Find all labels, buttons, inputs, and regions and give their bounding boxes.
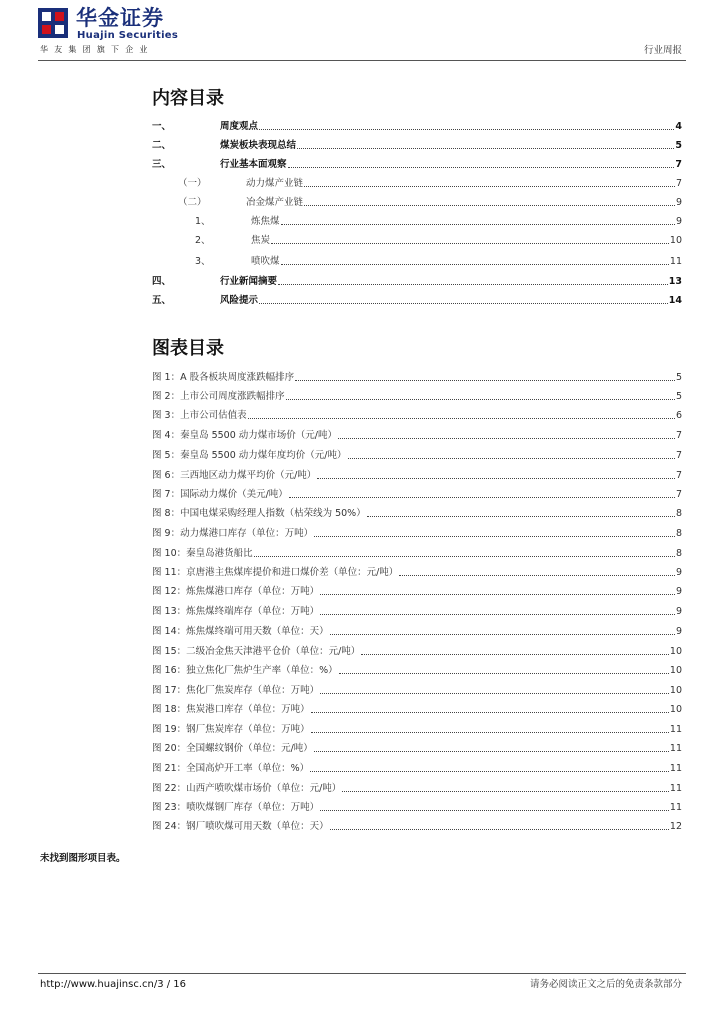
figure-label: 图 13： [152,606,187,617]
figure-page: 10 [669,704,682,715]
figure-entry[interactable] [152,410,682,422]
figure-entry[interactable] [152,802,682,814]
figure-page: 11 [669,743,682,754]
figure-page: 8 [675,528,682,539]
figure-entry[interactable] [152,606,682,618]
figure-entry[interactable] [152,450,682,462]
figure-page: 7 [675,430,682,441]
figure-page: 9 [675,626,682,637]
figure-page: 10 [669,685,682,696]
figure-page: 7 [675,470,682,481]
figure-label: 图 5： [152,450,181,461]
toc-number: 2、 [195,235,211,246]
figure-label: 图 6： [152,470,181,481]
no-figure-notice: 未找到图形项目表。 [40,853,126,864]
toc-number: 二、 [152,140,172,151]
figure-text: 炼焦煤终端可用天数（单位：天） [186,626,329,637]
toc-page: 14 [668,295,682,306]
figure-entry[interactable] [152,665,682,677]
toc-leader [278,284,668,285]
toc-number: 一、 [152,121,172,132]
figure-page: 11 [669,724,682,735]
figure-label: 图 19： [152,724,187,735]
figure-page: 11 [669,802,682,813]
figure-label: 图 1： [152,372,181,383]
toc-leader [281,264,669,265]
figure-page: 8 [675,548,682,559]
toc-leader [286,399,675,400]
toc-text: 喷吹煤 [251,256,280,267]
toc-leader [399,575,675,576]
toc-page: 13 [668,276,682,287]
toc-leader [288,167,675,168]
company-slogan: 华友集团旗下企业 [40,45,154,54]
figure-label: 图 15： [152,646,187,657]
toc-text: 行业基本面观察 [220,159,287,170]
figure-entry[interactable] [152,586,682,598]
toc-leader [317,478,675,479]
figure-entry[interactable] [152,528,682,540]
figures-title: 图表目录 [152,338,224,359]
toc-entry[interactable] [152,121,682,133]
figure-entry[interactable] [152,763,682,775]
figure-text: 炼焦煤终端库存（单位：万吨） [186,606,320,617]
toc-leader [304,205,675,206]
figure-text: A 股各板块周度涨跌幅排序 [180,372,295,383]
toc-entry[interactable] [195,216,682,228]
toc-leader [361,654,669,655]
figure-text: 三西地区动力煤平均价（元/吨） [180,470,317,481]
footer-url-page[interactable]: http://www.huajinsc.cn/3 / 16 [40,979,187,990]
figure-page: 11 [669,783,682,794]
toc-leader [338,438,675,439]
figure-label: 图 9： [152,528,181,539]
toc-leader [320,594,675,595]
toc-text: 冶金煤产业链 [246,197,304,208]
figure-entry[interactable] [152,646,682,658]
figure-text: 炼焦煤港口库存（单位：万吨） [186,586,320,597]
toc-leader [248,418,675,419]
footer-divider [38,973,686,974]
toc-page: 5 [675,140,682,151]
figure-page: 6 [675,410,682,421]
toc-number: 五、 [152,295,172,306]
figure-text: 全国高炉开工率（单位：%） [186,763,310,774]
huajin-logo-icon [38,8,68,38]
figure-text: 秦皇岛 5500 动力煤年度均价（元/吨） [180,450,347,461]
figure-label: 图 12： [152,586,187,597]
toc-leader [271,243,669,244]
toc-page: 4 [675,121,682,132]
figure-text: 钢厂喷吹煤可用天数（单位：天） [186,821,329,832]
figure-text: 中国电煤采购经理人指数（枯荣线为 50%） [180,508,366,519]
figure-entry[interactable] [152,567,682,579]
figure-text: 秦皇岛港货船比 [186,548,253,559]
figure-page: 7 [675,489,682,500]
footer-disclaimer: 请务必阅读正文之后的免责条款部分 [529,979,682,990]
toc-leader [304,186,675,187]
toc-entry[interactable] [178,197,682,209]
toc-leader [311,712,669,713]
toc-leader [259,303,668,304]
toc-leader [254,556,675,557]
toc-entry[interactable] [152,140,682,152]
toc-text: 风险提示 [220,295,259,306]
figure-page: 9 [675,606,682,617]
figure-text: 国际动力煤价（美元/吨） [180,489,288,500]
figure-entry[interactable] [152,372,682,384]
figure-page: 5 [675,391,682,402]
figure-text: 秦皇岛 5500 动力煤市场价（元/吨） [180,430,337,441]
toc-page: 10 [669,235,682,246]
figure-page: 10 [669,665,682,676]
toc-number: 三、 [152,159,172,170]
figure-label: 图 2： [152,391,181,402]
figure-entry[interactable] [152,783,682,795]
toc-page: 7 [675,178,682,189]
figure-entry[interactable] [152,626,682,638]
figure-text: 焦炭港口库存（单位：万吨） [186,704,310,715]
figure-label: 图 10： [152,548,187,559]
figure-entry[interactable] [152,743,682,755]
figure-label: 图 7： [152,489,181,500]
figure-page: 12 [669,821,682,832]
toc-leader [320,810,669,811]
toc-leader [339,673,669,674]
company-name-en: Huajin Securities [77,30,179,41]
toc-entry[interactable] [195,235,682,247]
toc-leader [320,614,675,615]
figure-entry[interactable] [152,470,682,482]
figure-entry[interactable] [152,548,682,560]
toc-page: 11 [669,256,682,267]
toc-text: 煤炭板块表现总结 [220,140,297,151]
toc-number: （二） [178,197,207,208]
header-divider [38,60,686,61]
document-type: 行业周报 [643,45,682,56]
toc-entry[interactable] [152,295,682,307]
figure-page: 9 [675,567,682,578]
toc-leader [320,693,669,694]
figure-text: 独立焦化厂焦炉生产率（单位：%） [186,665,338,676]
figure-label: 图 22： [152,783,187,794]
toc-text: 焦炭 [251,235,271,246]
toc-leader [314,536,675,537]
toc-leader [330,634,675,635]
figure-entry[interactable] [152,508,682,520]
toc-text: 周度观点 [220,121,259,132]
figure-label: 图 4： [152,430,181,441]
figure-label: 图 18： [152,704,187,715]
figure-label: 图 23： [152,802,187,813]
figure-text: 钢厂焦炭库存（单位：万吨） [186,724,310,735]
figure-entry[interactable] [152,391,682,403]
figure-label: 图 17： [152,685,187,696]
figure-page: 8 [675,508,682,519]
toc-number: （一） [178,178,207,189]
figure-text: 焦化厂焦炭库存（单位：万吨） [186,685,320,696]
toc-entry[interactable] [178,178,682,190]
toc-leader [281,224,675,225]
toc-leader [342,791,669,792]
toc-page: 9 [675,197,682,208]
figure-label: 图 14： [152,626,187,637]
figure-text: 上市公司估值表 [180,410,247,421]
figure-entry[interactable] [152,430,682,442]
company-name-cn: 华金证券 [76,6,164,30]
toc-leader [259,129,674,130]
figure-page: 9 [675,586,682,597]
toc-entry[interactable] [152,276,682,288]
toc-leader [295,380,675,381]
toc-leader [297,148,674,149]
toc-number: 1、 [195,216,211,227]
figure-text: 动力煤港口库存（单位：万吨） [180,528,314,539]
toc-text: 行业新闻摘要 [220,276,278,287]
figure-label: 图 16： [152,665,187,676]
figure-text: 上市公司周度涨跌幅排序 [180,391,285,402]
figure-entry[interactable] [152,685,682,697]
toc-number: 四、 [152,276,172,287]
figure-page: 7 [675,450,682,461]
figure-entry[interactable] [152,821,682,833]
toc-leader [289,497,675,498]
contents-title: 内容目录 [152,88,224,109]
figure-label: 图 8： [152,508,181,519]
figure-page: 10 [669,646,682,657]
toc-page: 7 [675,159,682,170]
toc-leader [310,771,669,772]
figure-label: 图 21： [152,763,187,774]
toc-page: 9 [675,216,682,227]
figure-label: 图 11： [152,567,187,578]
figure-entry[interactable] [152,724,682,736]
figure-page: 5 [675,372,682,383]
figure-label: 图 3： [152,410,181,421]
figure-page: 11 [669,763,682,774]
figure-entry[interactable] [152,704,682,716]
toc-text: 炼焦煤 [251,216,280,227]
toc-leader [348,458,675,459]
toc-number: 3、 [195,256,211,267]
figure-label: 图 20： [152,743,187,754]
toc-entry[interactable] [152,159,682,171]
figure-text: 全国螺纹钢价（单位：元/吨） [186,743,313,754]
figure-entry[interactable] [152,489,682,501]
figure-text: 喷吹煤钢厂库存（单位：万吨） [186,802,320,813]
toc-leader [311,732,669,733]
toc-leader [314,751,669,752]
figure-text: 京唐港主焦煤库提价和进口煤价差（单位：元/吨） [186,567,399,578]
figure-label: 图 24： [152,821,187,832]
figure-text: 山西产喷吹煤市场价（单位：元/吨） [186,783,342,794]
toc-text: 动力煤产业链 [246,178,304,189]
toc-leader [330,829,669,830]
toc-leader [367,516,675,517]
toc-entry[interactable] [195,256,682,268]
figure-text: 二级冶金焦天津港平仓价（单位：元/吨） [186,646,361,657]
